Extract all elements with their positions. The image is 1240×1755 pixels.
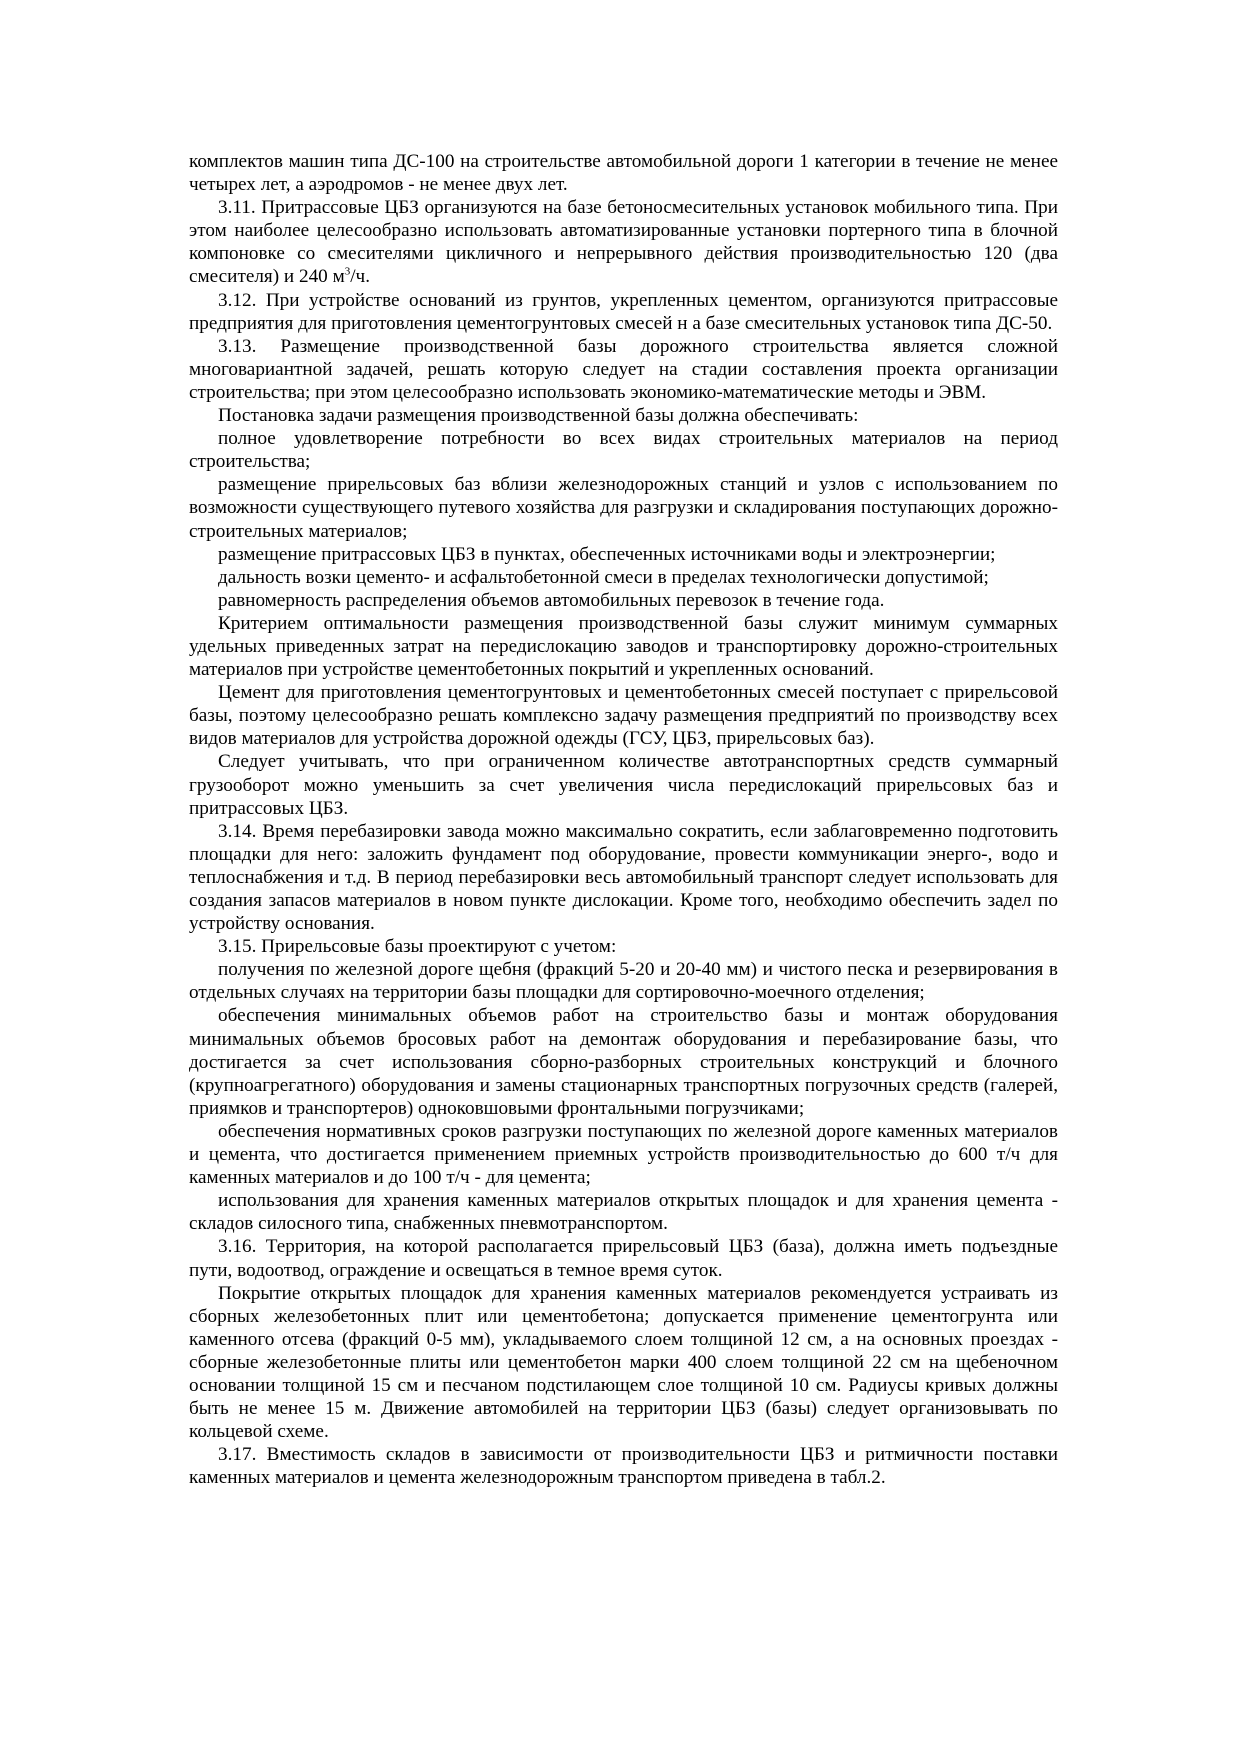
list-item: размещение притрассовых ЦБЗ в пунктах, обеспеченных источниками воды и электроэнергии; <box>218 543 996 565</box>
paragraph: Цемент для приготовления цементогрунтовых и цементобетонных смесей поступает с прирельсовой базы, поэтому целесообразно решать комплексно задачу размещения предприятий по производству всех видов материалов для устройства дорожной одежды (ГСУ, ЦБЗ, прирельсовых баз). <box>189 682 1058 750</box>
paragraph-continuation: комплектов машин типа ДС-100 на строительстве автомобильной дороги 1 категории в течение не менее четырех лет, а аэродромов - не менее двух лет. <box>189 151 1058 196</box>
paragraph: Постановка задачи размещения производственной базы должна обеспечивать: <box>218 405 859 427</box>
document-body <box>189 150 1058 1489</box>
list-item: размещение прирельсовых баз вблизи железнодорожных станций и узлов с использованием по возможности существующего путевого хозяйства для разгрузки и складирования поступающих дорожно-строительных материалов; <box>189 474 1058 542</box>
list-item: обеспечения минимальных объемов работ на строительство базы и монтаж оборудования минимальных объемов бросовых работ на демонтаж оборудования и перебазирование базы, что достигается за счет использования сборно-разборных строительных конструкций и блочного (крупноагрегатного) оборудования и замены стационарных транспортных погрузочных средств (галерей, приямков и транспортеров) одноковшовыми фронтальными погрузчиками; <box>189 1005 1058 1119</box>
paragraph-3-13: 3.13. Размещение производственной базы дорожного строительства является сложной многовариантной задачей, решать которую следует на стадии составления проекта организации строительства; при этом целесообразно использовать экономико-математические методы и ЭВМ. <box>189 335 1058 403</box>
list-item: использования для хранения каменных материалов открытых площадок и для хранения цемента - складов силосного типа, снабженных пневмотранспортом. <box>189 1190 1058 1235</box>
paragraph-3-15: 3.15. Прирельсовые базы проектируют с учетом: <box>218 936 617 958</box>
list-item: обеспечения нормативных сроков разгрузки поступающих по железной дороге каменных материалов и цемента, что достигается применением приемных устройств производительностью до 600 т/ч для каменных материалов и до 100 т/ч - для цемента; <box>189 1120 1058 1189</box>
paragraph: Критерием оптимальности размещения производственной базы служит минимум суммарных удельных приведенных затрат на передислокацию заводов и транспортировку дорожно-строительных материалов при устройстве цементобетонных покрытий и укрепленных оснований. <box>189 612 1058 681</box>
list-item: дальность возки цементо- и асфальтобетонной смеси в пределах технологически допустимой; <box>218 566 989 588</box>
unit-suffix: /ч. <box>350 266 370 288</box>
list-item: полное удовлетворение потребности во всех видах строительных материалов на период строительства; <box>189 428 1058 473</box>
paragraph: Следует учитывать, что при ограниченном количестве автотранспортных средств суммарный грузооборот можно уменьшить за счет увеличения числа передислокаций прирельсовых баз и притрассовых ЦБЗ. <box>189 751 1058 819</box>
paragraph-3-14: 3.14. Время перебазировки завода можно максимально сократить, если заблаговременно подготовить площадки для него: заложить фундамент под оборудование, провести коммуникации энерго-, водо и теплоснабжения и т.д. В период перебазировки весь автомобильный транспорт следует использовать для создания запасов материалов в новом пункте дислокации. Кроме того, необходимо обеспечить задел по устройству основания. <box>189 820 1058 935</box>
paragraph-3-12: 3.12. При устройстве оснований из грунтов, укрепленных цементом, организуются притрассовые предприятия для приготовления цементогрунтовых смесей н а базе смесительных установок типа ДС-50. <box>189 289 1058 334</box>
paragraph-3-17: 3.17. Вместимость складов в зависимости от производительности ЦБЗ и ритмичности поставки каменных материалов и цемента железнодорожным транспортом приведена в табл.2. <box>189 1444 1058 1489</box>
superscript: 3 <box>344 266 351 279</box>
paragraph-3-16: 3.16. Территория, на которой располагается прирельсовый ЦБЗ (база), должна иметь подъездные пути, водоотвод, ограждение и освещаться в темное время суток. <box>189 1236 1058 1281</box>
paragraph-3-11 <box>189 196 1058 288</box>
paragraph-text: 3.11. Притрассовые ЦБЗ организуются на базе бетоносмесительных установок мобильного типа. При этом наиболее целесообразно использовать автоматизированные установки портерного типа в блочной компоновке со смесителями цикличного и непрерывного действия производительностью 120 (два смесителя) и 240 м <box>189 197 1058 288</box>
list-item: равномерность распределения объемов автомобильных перевозок в течение года. <box>218 589 885 611</box>
paragraph: Покрытие открытых площадок для хранения каменных материалов рекомендуется устраивать из сборных железобетонных плит или цементобетона; допускается применение цементогрунта или каменного отсева (фракций 0-5 мм), укладываемого слоем толщиной 12 см, а на основных проездах - сборные железобетонные плиты или цементобетон марки 400 слоем толщиной 22 см на щебеночном основании толщиной 15 см и песчаном подстилающем слое толщиной 10 см. Радиусы кривых должны быть не менее 15 м. Движение автомобилей на территории ЦБЗ (базы) следует организовывать по кольцевой схеме. <box>189 1282 1058 1443</box>
list-item: получения по железной дороге щебня (фракций 5-20 и 20-40 мм) и чистого песка и резервирования в отдельных случаях на территории базы площадки для сортировочно-моечного отделения; <box>189 959 1058 1004</box>
